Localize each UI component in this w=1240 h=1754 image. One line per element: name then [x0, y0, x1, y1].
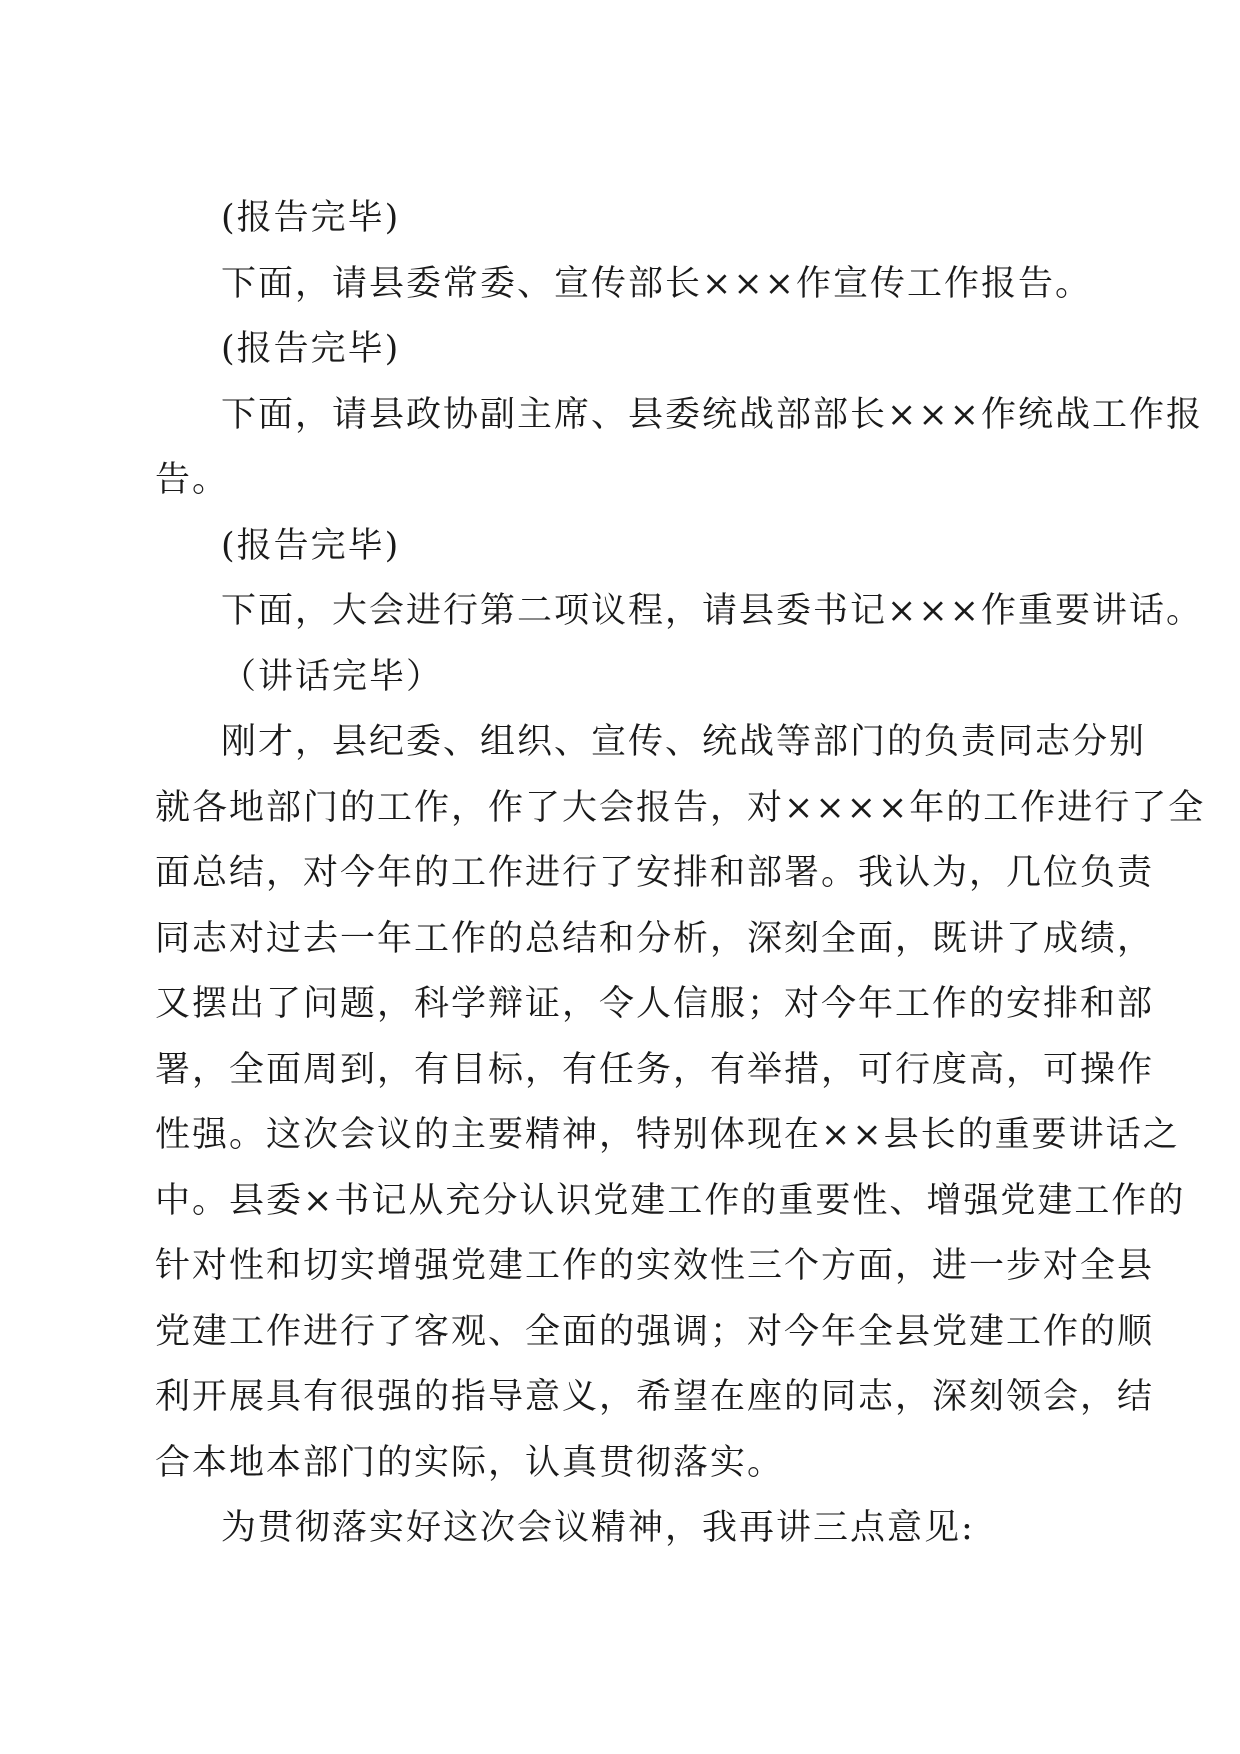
paragraph-line: 同志对过去一年工作的总结和分析，深刻全面，既讲了成绩，: [155, 918, 1155, 959]
paragraph-line: 为贯彻落实好这次会议精神，我再讲三点意见:: [221, 1508, 975, 1548]
report-complete-note: (报告完毕): [221, 525, 401, 566]
paragraph-line: 利开展具有很强的指导意义，希望在座的同志，深刻领会，结: [155, 1377, 1155, 1417]
paragraph-line: 下面，请县委常委、宣传部长×××作宣传工作报告。: [221, 263, 1092, 304]
report-complete-note: (报告完毕): [221, 198, 401, 238]
paragraph-line: 合本地本部门的实际，认真贯彻落实。: [155, 1442, 785, 1483]
paragraph-line: 下面，请县政协副主席、县委统战部部长×××作统战工作报: [221, 394, 1203, 435]
paragraph-line: 就各地部门的工作，作了大会报告，对××××年的工作进行了全: [155, 787, 1206, 828]
paragraph-line: 又摆出了问题，科学辩证，令人信服；对今年工作的安排和部: [155, 984, 1155, 1024]
paragraph-line: 下面，大会进行第二项议程，请县委书记×××作重要讲话。: [221, 591, 1203, 631]
document-body: [155, 186, 1206, 1562]
paragraph-line: 针对性和切实增强党建工作的实效性三个方面，进一步对全县: [155, 1246, 1155, 1286]
paragraph-line: 面总结，对今年的工作进行了安排和部署。我认为，几位负责: [155, 853, 1155, 893]
paragraph-line: 告。: [155, 460, 230, 500]
report-complete-note: (报告完毕): [221, 329, 401, 369]
paragraph-line: 党建工作进行了客观、全面的强调；对今年全县党建工作的顺: [155, 1311, 1155, 1352]
paragraph-line: 性强。这次会议的主要精神，特别体现在××县长的重要讲话之: [155, 1115, 1180, 1155]
paragraph-line: 刚才，县纪委、组织、宣传、统战等部门的负责同志分别: [221, 722, 1147, 762]
speech-complete-note: （讲话完毕）: [221, 656, 444, 697]
paragraph-line: 中。县委×书记从充分认识党建工作的重要性、增强党建工作的: [155, 1180, 1186, 1221]
paragraph-line: 署，全面周到，有目标，有任务，有举措，可行度高，可操作: [155, 1049, 1155, 1090]
